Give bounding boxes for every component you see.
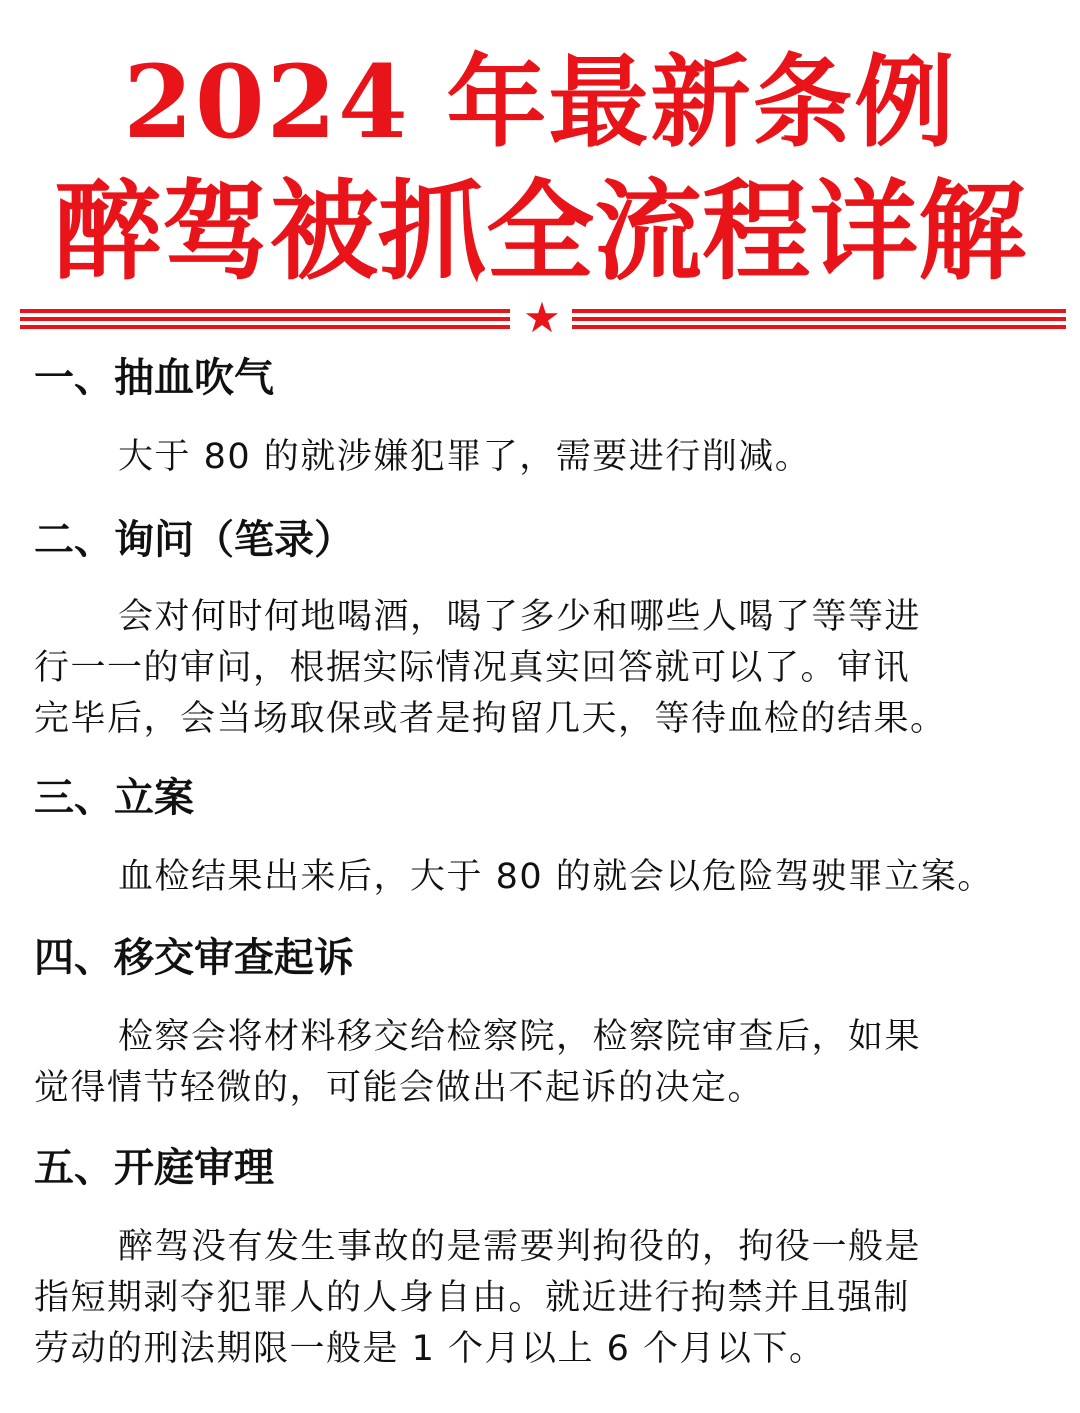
section-heading: 五、开庭审理: [34, 1145, 274, 1191]
divider-rule: [572, 309, 1066, 313]
section-heading: 三、立案: [34, 775, 194, 821]
title-line-1: 2024 年最新条例: [123, 43, 957, 161]
section-body: 大于 80 的就涉嫌犯罪了，需要进行削减。: [118, 437, 812, 477]
section-body: 血检结果出来后，大于 80 的就会以危险驾驶罪立案。: [118, 857, 994, 897]
title-divider: [20, 293, 1066, 342]
section-heading: 四、移交审查起诉: [34, 935, 354, 981]
star-icon: ★: [523, 293, 561, 342]
section-heading: 二、询问（笔录）: [34, 517, 354, 563]
section-body: 检察会将材料移交给检察院，检察院审查后，如果 觉得情节轻微的，可能会做出不起诉的决定。: [34, 1017, 922, 1108]
divider-rule: [572, 317, 1066, 321]
divider-rule: [20, 325, 510, 329]
section-body: 醉驾没有发生事故的是需要判拘役的，拘役一般是 指短期剥夺犯罪人的人身自由。就近进行拘禁并且强制 劳动的刑法期限一般是 1 个月以上 6 个月以下。: [34, 1227, 922, 1369]
title-line-2: 醉驾被抓全流程详解: [53, 169, 1026, 295]
divider-rule: [572, 325, 1066, 329]
section-body: 会对何时何地喝酒，喝了多少和哪些人喝了等等进 行一一的审问，根据实际情况真实回答就可以了。审讯 完毕后，会当场取保或者是拘留几天，等待血检的结果。: [34, 597, 947, 739]
section-heading: 一、抽血吹气: [34, 355, 274, 401]
divider-rule: [20, 317, 510, 321]
divider-rule: [20, 309, 510, 313]
